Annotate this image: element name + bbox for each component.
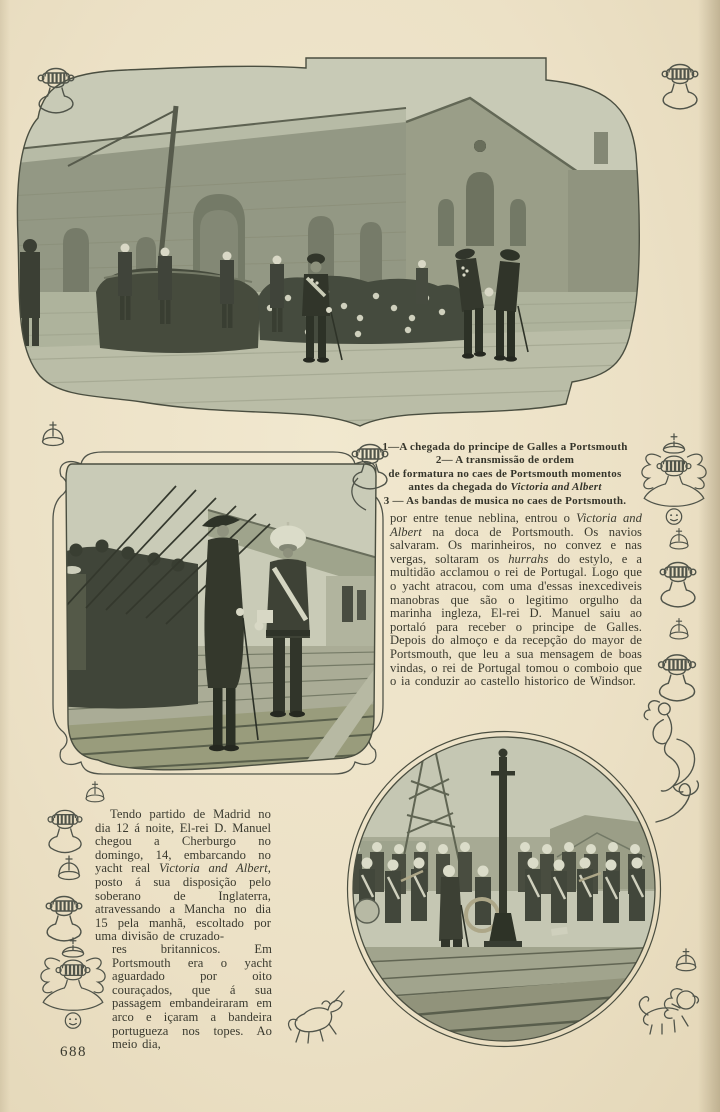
crown-icon — [666, 616, 692, 642]
unicorn-icon — [282, 986, 348, 1044]
knight-helmet-icon — [658, 552, 698, 608]
crown-icon — [38, 420, 68, 448]
crown-icon — [82, 780, 108, 804]
crown-icon — [54, 854, 84, 882]
article-text-left-b: res britannicos. Em Portsmouth era o yacht aguardado por oito couraçados, que á sua passagem embandeiraram em arco e içaram a bandeira portugueza nos topes. Ao meio dia, — [112, 942, 272, 1052]
crown-icon — [672, 946, 700, 974]
knight-helmet-icon — [660, 54, 700, 110]
page-number: 688 — [60, 1044, 87, 1060]
photo-2-order-transmission — [58, 458, 378, 778]
knight-helmet-icon — [46, 800, 84, 854]
ornate-helmet-icon — [34, 936, 112, 1036]
lion-icon — [630, 980, 712, 1036]
article-text-left-a: Tendo partido de Madrid no dia 12 á noite, El-rei D. Manuel chegou a Cherburgo no domingo, 14, embarcando no yacht real Victoria and Albert, posto á sua disposição pelo soberano de Inglaterra, atravessando a Mancha no dia 15 pela manhã, escoltado por uma divisão de cruzado- — [95, 807, 271, 944]
photo-3-bands — [345, 729, 663, 1049]
photo-1-arrival — [8, 46, 656, 438]
scroll-icon — [652, 778, 704, 826]
knight-helmet-icon — [36, 58, 76, 114]
knight-helmet-icon — [656, 644, 698, 702]
article-text-right: por entre tenue neblina, entrou o Victoria and Albert na doca de Portsmouth. Os navios salvaram. Os marinheiros, no convez e nas vergas, soltaram os hurrahs do estylo, e a multidão acclamou o rei de Portugal. Logo que o yacht atracou, com uma d'essas inexcediveis manobras que são o legitimo orgulho da marinha ingleza, El-rei D. Manuel saiu ao portaló para receber o principe de Galles. Depois do almoço e da recepção do mayor de Portsmouth, que leu a sua mensagem de boas vindas, o rei de Portugal tomou o comboio que o ia conduzir ao castello historico de Windsor. — [390, 511, 642, 689]
ornate-helmet-icon — [634, 432, 714, 532]
crown-icon — [666, 526, 692, 552]
caption: 1—A chegada do principe de Galles a Portsmouth 2— A transmissão de ordem de formatura no caes de Portsmouth momentos antes da chegada do Victoria and Albert 3 — As bandas de musica no caes de Portsmouth. — [382, 441, 628, 507]
knight-helmet-icon — [44, 886, 84, 942]
